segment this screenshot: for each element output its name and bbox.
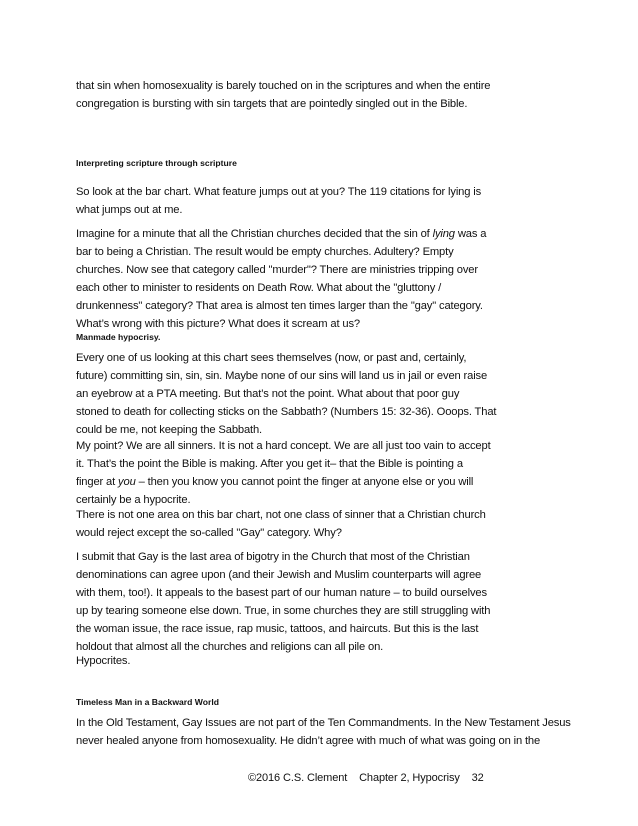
paragraph [76, 183, 576, 219]
text-line: an eyebrow at a PTA meeting. But that’s not the point. What about that poor guy [76, 388, 460, 400]
paragraph [76, 714, 576, 750]
text-line: There is not one area on this bar chart, not one class of sinner that a Christian church [76, 509, 486, 521]
text-line: congregation is bursting with sin targets that are pointedly singled out in the Bible. [76, 98, 468, 110]
text-run: finger at [76, 476, 119, 488]
text-line: with them, too!). It appeals to the basest part of our human nature – to build ourselves [76, 587, 487, 599]
text-line [76, 473, 576, 491]
footer-copyright: ©2016 C.S. Clement [248, 772, 348, 784]
text-line: certainly be a hypocrite. [76, 494, 191, 506]
text-run: – then you know you cannot point the finger at anyone else or you will [135, 476, 474, 488]
text-run: was a [454, 228, 487, 240]
text-line: Every one of us looking at this chart sees themselves (now, or past and, certainly, [76, 352, 467, 364]
text-line: I submit that Gay is the last area of bigotry in the Church that most of the Christian [76, 551, 470, 563]
text-line: would reject except the so-called "Gay" category. Why? [76, 527, 342, 539]
italic-text: lying [432, 228, 455, 240]
paragraph [76, 437, 576, 509]
paragraph [76, 225, 576, 333]
text-line: In the Old Testament, Gay Issues are not part of the Ten Commandments. In the New Testament Jesus [76, 717, 571, 729]
text-line: future) committing sin, sin, sin. Maybe none of our sins will land us in jail or even raise [76, 370, 488, 382]
paragraph [76, 652, 576, 670]
footer-chapter: Chapter 2, Hypocrisy [359, 772, 460, 784]
text-line: churches. Now see that category called "murder"? There are ministries tripping over [76, 264, 478, 276]
text-line [76, 225, 576, 243]
text-line: denominations can agree upon (and their Jewish and Muslim counterparts will agree [76, 569, 482, 581]
paragraph [76, 77, 576, 113]
text-line: stoned to death for collecting sticks on the Sabbath? (Numbers 15: 32-36). Ooops. That [76, 406, 497, 418]
text-line: bar to being a Christian. The result would be empty churches. Adultery? Empty [76, 246, 454, 258]
text-line: So look at the bar chart. What feature jumps out at you? The 119 citations for lying is [76, 186, 482, 198]
text-run: Imagine for a minute that all the Christian churches decided that the sin of [76, 228, 433, 240]
page-number: 32 [471, 772, 484, 784]
text-line: the woman issue, the race issue, rap music, tattoos, and haircuts. But this is the last [76, 623, 479, 635]
paragraph [76, 349, 576, 439]
text-line: it. That’s the point the Bible is making. After you get it– that the Bible is pointing a [76, 458, 463, 470]
paragraph [76, 506, 576, 542]
page-footer [248, 771, 484, 785]
text-line: that sin when homosexuality is barely touched on in the scriptures and when the entire [76, 80, 491, 92]
text-line: could be me, not keeping the Sabbath. [76, 424, 263, 436]
paragraph [76, 548, 576, 656]
text-line: up by tearing someone else down. True, in some churches they are still struggling with [76, 605, 491, 617]
italic-text: you [118, 476, 136, 488]
text-line: drunkenness" category? That area is almost ten times larger than the "gay" category. [76, 300, 483, 312]
text-line: Hypocrites. [76, 655, 131, 667]
text-line: each other to minister to residents on Death Row. What about the "gluttony / [76, 282, 442, 294]
section-heading: Interpreting scripture through scripture [76, 158, 237, 168]
text-line: never healed anyone from homosexuality. He didn’t agree with much of what was going on in the [76, 735, 541, 747]
text-line: My point? We are all sinners. It is not a hard concept. We are all just too vain to accept [76, 440, 491, 452]
text-line: what jumps out at me. [76, 204, 183, 216]
text-line: What’s wrong with this picture? What does it scream at us? [76, 318, 360, 330]
section-heading: Timeless Man in a Backward World [76, 697, 219, 707]
text-line: holdout that almost all the churches and religions can all pile on. [76, 641, 384, 653]
section-heading: Manmade hypocrisy. [76, 332, 161, 342]
